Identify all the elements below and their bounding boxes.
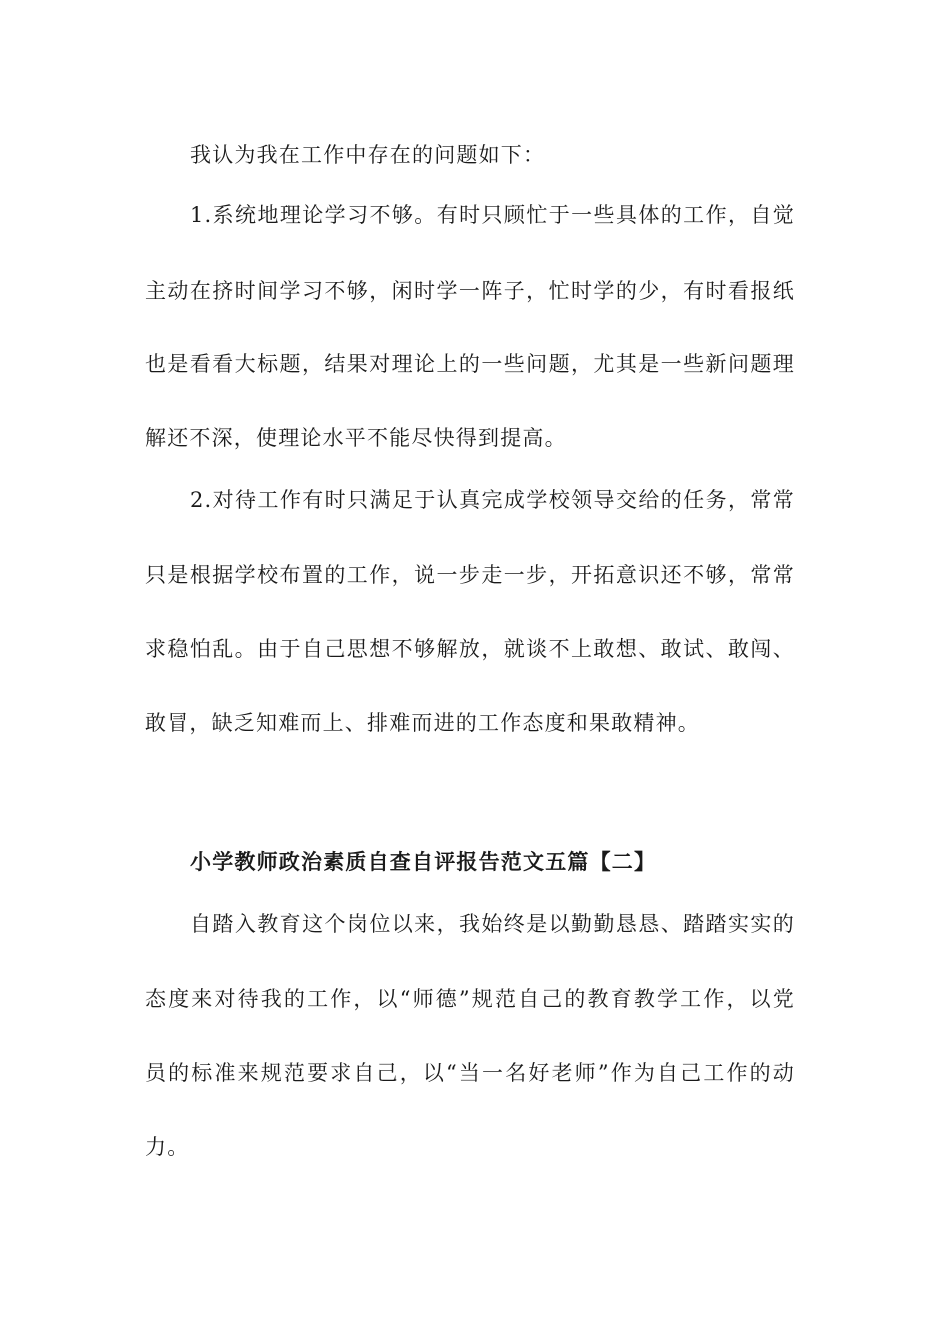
section-body-line2: 态度来对待我的工作，以“师德”规范自己的教育教学工作，以党 bbox=[145, 987, 795, 1011]
section-body-line1: 自踏入教育这个岗位以来，我始终是以勤勤恳恳、踏踏实实的 bbox=[190, 912, 795, 936]
intro-paragraph: 我认为我在工作中存在的问题如下： bbox=[190, 143, 546, 167]
section-body-line4: 力。 bbox=[145, 1135, 190, 1159]
item2-line1: 2.对待工作有时只满足于认真完成学校领导交给的任务，常常 bbox=[190, 488, 795, 512]
item1-line3: 也是看看大标题，结果对理论上的一些问题，尤其是一些新问题理 bbox=[145, 352, 795, 376]
item1-line1: 1.系统地理论学习不够。有时只顾忙于一些具体的工作，自觉 bbox=[190, 203, 795, 227]
item2-line3: 求稳怕乱。由于自己思想不够解放，就谈不上敢想、敢试、敢闯、 bbox=[145, 637, 795, 661]
section-body-line3: 员的标准来规范要求自己，以“当一名好老师”作为自己工作的动 bbox=[145, 1061, 795, 1085]
item2-line4: 敢冒，缺乏知难而上、排难而进的工作态度和果敢精神。 bbox=[145, 711, 700, 735]
item1-line4: 解还不深，使理论水平不能尽快得到提高。 bbox=[145, 426, 567, 450]
section-title: 小学教师政治素质自查自评报告范文五篇【二】 bbox=[190, 849, 657, 874]
item2-line2: 只是根据学校布置的工作，说一步走一步，开拓意识还不够，常常 bbox=[145, 563, 795, 587]
item1-line2: 主动在挤时间学习不够，闲时学一阵子，忙时学的少，有时看报纸 bbox=[145, 279, 795, 303]
